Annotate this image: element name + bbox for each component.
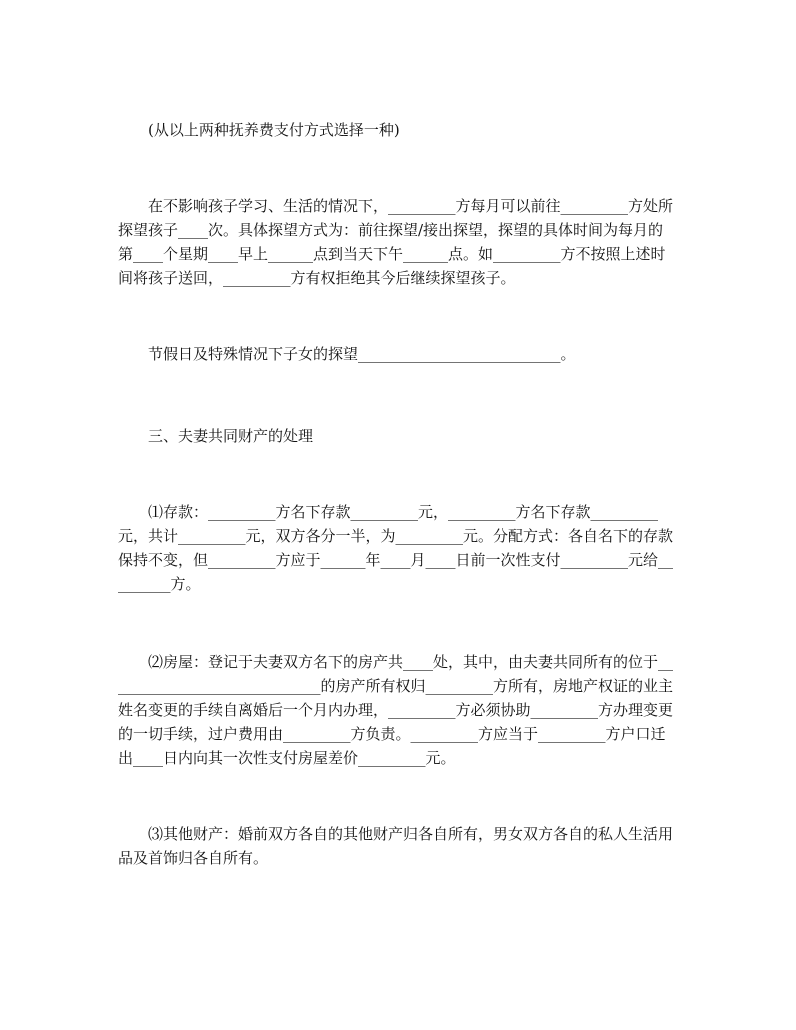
payment-method-note: (从以上两种抚养费支付方式选择一种) (148, 121, 400, 139)
other-property-clause: ⑶其他财产：婚前双方各自的其他财产归各自所有，男女双方各自的私人生活用品及首饰归各自所有。 (118, 825, 674, 867)
section-heading-property: 三、夫妻共同财产的处理 (148, 427, 314, 445)
holiday-visitation-clause: 节假日及特殊情况下子女的探望___________________________。 (148, 345, 576, 363)
house-clause: ⑵房屋：登记于夫妻双方名下的房产共____处，其中，由夫妻共同所有的位于_____________________________的房产所有权归_________方所有，房地产权证的业主姓名变更的手续自离婚后一个月内办理，_________方必须协助_________方办理变更的一切手续，过户费用由_________方负责。_________方应当于_________方户口迁出____日内向其一次性支付房屋差价_________元。 (118, 653, 674, 767)
savings-clause: ⑴存款：_________方名下存款_________元，_________方名下存款_________元，共计_________元，双方各分一半，为_________元。分配方式：各自名下的存款保持不变，但_________方应于______年____月____日前一次性支付_________元给_________方。 (118, 503, 674, 593)
visitation-clause: 在不影响孩子学习、生活的情况下，_________方每月可以前往_________方处所探望孩子____次。具体探望方式为：前往探望/接出探望，探望的具体时间为每月的第____个星期____早上______点到当天下午______点。如_________方不按照上述时间将孩子送回，_________方有权拒绝其今后继续探望孩子。 (118, 197, 674, 287)
